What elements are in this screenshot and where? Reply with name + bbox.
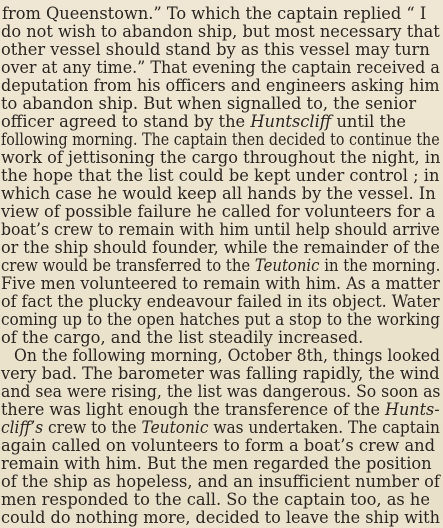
text-line: again called on volunteers to form a boat’s crew and: [1, 436, 435, 455]
text-line: deputation from his officers and engineers asking him: [1, 76, 440, 95]
text-line: there was light enough the transference of the Hunts-: [1, 400, 440, 419]
text-line: remain with him. But the men regarded the position: [1, 454, 432, 473]
text-line: officer agreed to stand by the Huntscliff until the: [1, 112, 407, 131]
text-line: or the ship should founder, while the remainder of the: [1, 238, 440, 257]
text-line: other vessel should stand by as this vessel may turn: [1, 40, 430, 59]
text-line: work of jettisoning the cargo throughout the night, in: [1, 148, 441, 167]
text-line: which case he would keep all hands by the vessel. In: [1, 184, 436, 203]
text-line: over at any time.” That evening the captain received a: [1, 58, 440, 77]
text-line: boat’s crew to remain with him until help should arrive: [1, 220, 440, 239]
text-line: following morning. The captain then decided to continue the: [1, 130, 440, 149]
text-line: from Queenstown.” To which the captain replied “ I: [2, 4, 427, 23]
text-line: to abandon ship. But when signalled to, the senior: [1, 94, 417, 113]
text-line: do not wish to abandon ship, but most necessary that: [1, 22, 440, 41]
text-line: crew would be transferred to the Teutonic in the morning.: [1, 256, 441, 275]
text-line: coming up to the open hatches put a stop to the working: [1, 310, 440, 329]
text-line: Five men volunteered to remain with him. As a matter: [1, 274, 440, 293]
text-line: could do nothing more, decided to leave the ship with: [1, 508, 440, 527]
text-line: view of possible failure he called for volunteers for a: [1, 202, 436, 221]
text-line: the hope that the list could be kept under control ; in: [1, 166, 440, 185]
text-line: very bad. The barometer was falling rapidly, the wind: [1, 364, 440, 383]
text-line: of the cargo, and the list steadily increased.: [1, 328, 364, 347]
text-line: and sea were rising, the list was dangerous. So soon as: [1, 382, 441, 401]
text-line: cliff’s crew to the Teutonic was undertaken. The captain: [1, 418, 440, 437]
text-line: of the ship as hopeless, and an insufficient number of: [1, 472, 440, 491]
text-line: men responded to the call. So the captain too, as he: [1, 490, 431, 509]
text-line: of fact the plucky endeavour failed in its object. Water: [1, 292, 440, 311]
text-line: On the following morning, October 8th, things looked: [14, 346, 441, 365]
